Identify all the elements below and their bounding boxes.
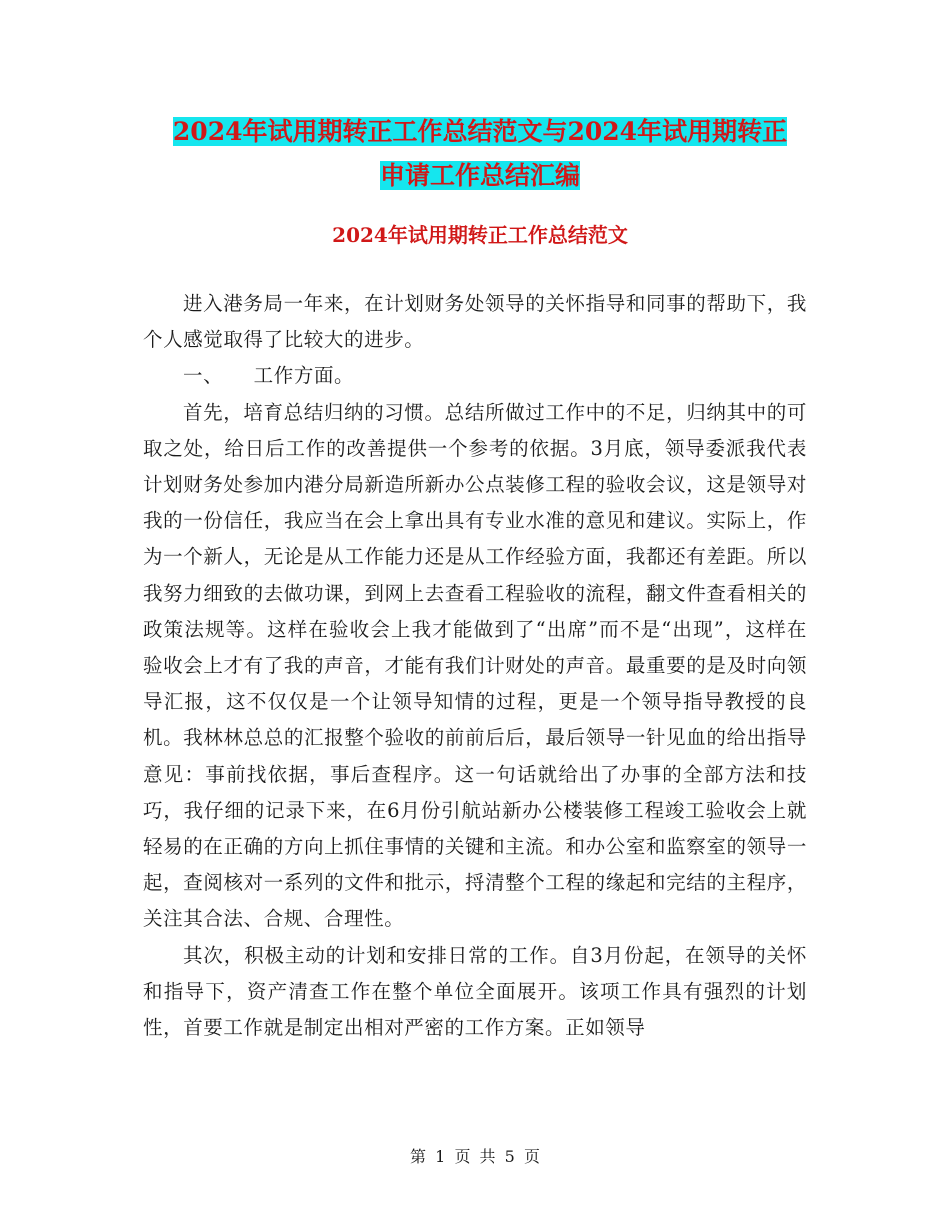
paragraph-heading-work: 一、 工作方面。 (183, 364, 355, 388)
footer-page-word: 页 (454, 1147, 471, 1166)
document-body (143, 286, 807, 1046)
footer-total-word: 共 (479, 1147, 496, 1166)
paragraph-intro: 进入港务局一年来，在计划财务处领导的关怀指导和同事的帮助下，我个人感觉取得了比较大的进步。 (143, 292, 807, 352)
page-footer (0, 1147, 950, 1167)
footer-prefix: 第 (410, 1147, 427, 1166)
title-line-2: 申请工作总结汇编 (379, 161, 580, 190)
footer-current-page: 1 (435, 1147, 446, 1166)
document-title (140, 110, 820, 198)
title-line-1: 2024年试用期转正工作总结范文与2024年试用期转正 (172, 117, 788, 146)
section-title: 2024年试用期转正工作总结范文 (332, 223, 628, 247)
footer-total-pages: 5 (504, 1147, 515, 1166)
footer-suffix: 页 (523, 1147, 540, 1166)
paragraph-first: 首先，培育总结归纳的习惯。总结所做过工作中的不足，归纳其中的可取之处，给日后工作的改善提供一个参考的依据。3月底，领导委派我代表计划财务处参加内港分局新造所新办公点装修工程的验收会议，这是领导对我的一份信任，我应当在会上拿出具有专业水准的意见和建议。实际上，作为一个新人，无论是从工作能力还是从工作经验方面，我都还有差距。所以我努力细致的去做功课，到网上去查看工程验收的流程，翻文件查看相关的政策法规等。这样在验收会上我才能做到了“出席”而不是“出现”，这样在验收会上才有了我的声音，才能有我们计财处的声音。最重要的是及时向领导汇报，这不仅仅是一个让领导知情的过程，更是一个领导指导教授的良机。我林林总总的汇报整个验收的前前后后，最后领导一针见血的给出指导意见：事前找依据，事后查程序。这一句话就给出了办事的全部方法和技巧，我仔细的记录下来，在6月份引航站新办公楼装修工程竣工验收会上就轻易的在正确的方向上抓住事情的关键和主流。和办公室和监察室的领导一起，查阅核对一系列的文件和批示，捋清整个工程的缘起和完结的主程序，关注其合法、合规、合理性。 (143, 400, 807, 931)
paragraph-second: 其次，积极主动的计划和安排日常的工作。自3月份起，在领导的关怀和指导下，资产清查工作在整个单位全面展开。该项工作具有强烈的计划性，首要工作就是制定出相对严密的工作方案。正如领导 (143, 943, 807, 1040)
